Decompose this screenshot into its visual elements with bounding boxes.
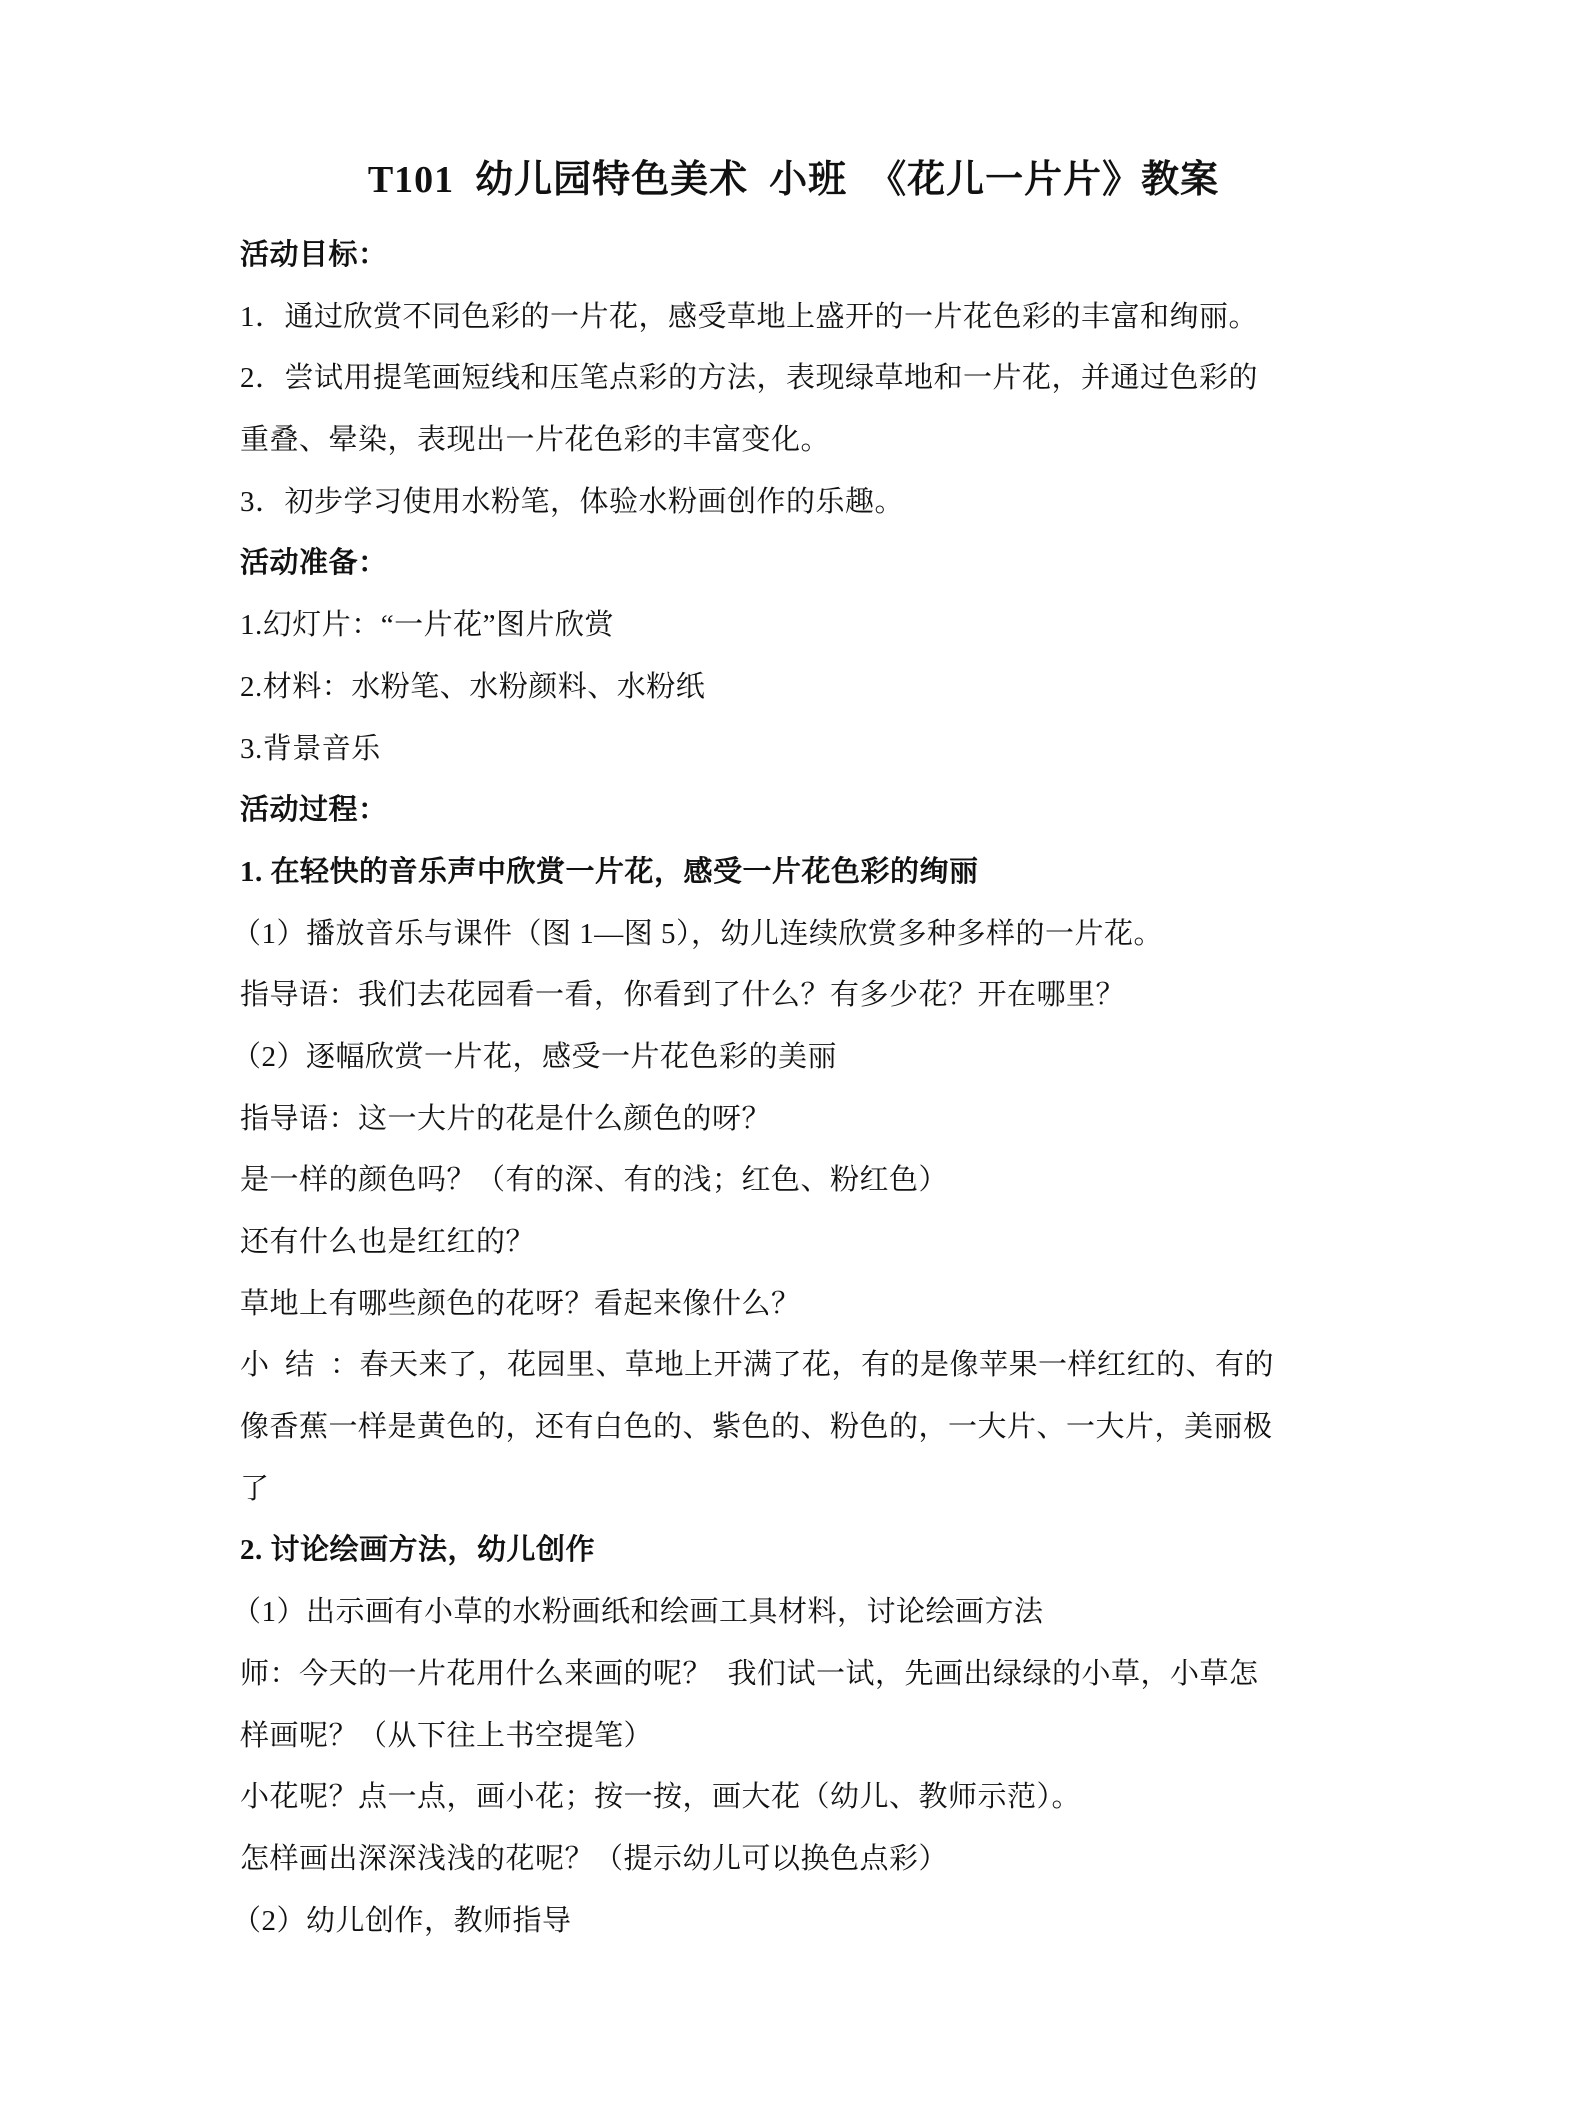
section-heading-goals: 活动目标： — [240, 239, 388, 271]
process-step-1-sub-1: （1）播放音乐与课件（图 1—图 5），幼儿连续欣赏多种多样的一片花。 — [232, 917, 1164, 950]
preparation-item-3: 3.背景音乐 — [240, 732, 381, 765]
question-text: 是一样的颜色吗？（有的深、有的浅；红色、粉红色） — [240, 1164, 949, 1197]
guidance-text: 指导语：我们去花园看一看，你看到了什么？有多少花？开在哪里？ — [240, 979, 1126, 1012]
section-heading-process: 活动过程： — [240, 794, 388, 827]
question-text: 草地上有哪些颜色的花呀？看起来像什么？ — [240, 1287, 801, 1320]
teacher-dialogue: 师：今天的一片花用什么来画的呢？ 我们试一试，先画出绿绿的小草，小草怎 — [240, 1657, 1259, 1690]
summary-text: 小 结 ：春天来了，花园里、草地上开满了花，有的是像苹果一样红红的、有的 — [240, 1349, 1275, 1382]
document-body — [232, 225, 1350, 1952]
goal-item-2: 2．尝试用提笔画短线和压笔点彩的方法，表现绿草地和一片花，并通过色彩的 — [240, 362, 1259, 395]
process-step-2-heading: 2. 讨论绘画方法，幼儿创作 — [240, 1534, 596, 1567]
summary-text-continued: 像香蕉一样是黄色的，还有白色的、紫色的、粉色的，一大片、一大片，美丽极 — [240, 1411, 1273, 1444]
demonstration-text: 小花呢？点一点，画小花；按一按，画大花（幼儿、教师示范）。 — [240, 1781, 1082, 1814]
goal-item-1: 1．通过欣赏不同色彩的一片花，感受草地上盛开的一片花色彩的丰富和绚丽。 — [240, 300, 1259, 333]
process-step-2-sub-2: （2）幼儿创作，教师指导 — [232, 1904, 572, 1937]
preparation-item-2: 2.材料：水粉笔、水粉颜料、水粉纸 — [240, 670, 706, 703]
section-heading-preparation: 活动准备： — [240, 547, 388, 580]
question-text: 怎样画出深深浅浅的花呢？（提示幼儿可以换色点彩） — [240, 1842, 949, 1875]
process-step-2-sub-1: （1）出示画有小草的水粉画纸和绘画工具材料，讨论绘画方法 — [232, 1596, 1044, 1629]
preparation-item-1: 1.幻灯片：“一片花”图片欣赏 — [240, 609, 614, 642]
process-step-1-sub-2: （2）逐幅欣赏一片花，感受一片花色彩的美丽 — [232, 1040, 838, 1073]
process-step-1-heading: 1. 在轻快的音乐声中欣赏一片花，感受一片花色彩的绚丽 — [240, 855, 979, 888]
summary-text-end: 了 — [240, 1472, 270, 1505]
document-title: T101 幼儿园特色美术 小班 《花儿一片片》教案 — [367, 159, 1220, 201]
guidance-text: 指导语：这一大片的花是什么颜色的呀？ — [240, 1102, 772, 1135]
teacher-dialogue-continued: 样画呢？（从下往上书空提笔） — [240, 1719, 654, 1752]
question-text: 还有什么也是红红的？ — [240, 1226, 536, 1258]
goal-item-3: 3．初步学习使用水粉笔，体验水粉画创作的乐趣。 — [240, 485, 905, 518]
goal-item-2-continued: 重叠、晕染，表现出一片花色彩的丰富变化。 — [240, 424, 831, 457]
